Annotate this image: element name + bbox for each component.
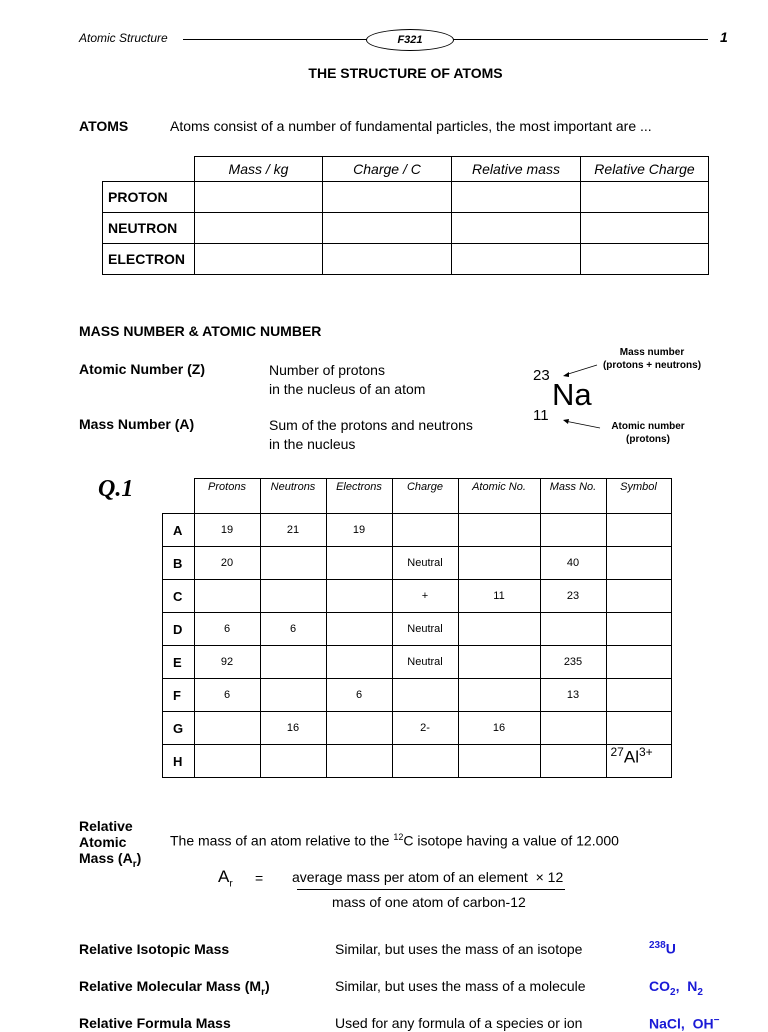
- table-cell[interactable]: [260, 547, 326, 580]
- atomic-number-callout: [600, 420, 696, 446]
- example-subscript: 2: [670, 986, 676, 998]
- numerator-text: average mass per atom of an element: [292, 869, 528, 885]
- table-cell[interactable]: Neutral: [392, 547, 458, 580]
- table-cell[interactable]: [260, 646, 326, 679]
- column-header: Neutrons: [260, 479, 326, 514]
- example-separator: ,: [675, 978, 680, 994]
- definition-line: Sum of the protons and neutrons: [269, 417, 473, 433]
- table-cell[interactable]: 6: [194, 613, 260, 646]
- column-header: Atomic No.: [458, 479, 540, 514]
- answer-cell[interactable]: [323, 244, 452, 275]
- definition-line: in the nucleus of an atom: [269, 381, 426, 397]
- answer-cell[interactable]: [195, 182, 323, 213]
- example-superscript: 238: [649, 940, 666, 951]
- table-cell[interactable]: 19: [194, 514, 260, 547]
- example-text: N: [687, 978, 698, 994]
- table-cell[interactable]: [458, 514, 540, 547]
- table-cell[interactable]: 6: [260, 613, 326, 646]
- mass-arrow-head: [563, 372, 569, 377]
- table-cell[interactable]: 13: [540, 679, 606, 712]
- row-label: F: [163, 679, 195, 712]
- column-header: Charge / C: [323, 157, 452, 182]
- callout-line: Mass number: [619, 347, 685, 358]
- table-cell[interactable]: [606, 514, 671, 547]
- table-cell[interactable]: [392, 514, 458, 547]
- table-cell[interactable]: 23: [540, 580, 606, 613]
- page-number: 1: [720, 29, 728, 45]
- table-cell[interactable]: [458, 679, 540, 712]
- blank-cell: [103, 157, 195, 182]
- answer-cell[interactable]: [581, 213, 709, 244]
- answer-cell[interactable]: [323, 182, 452, 213]
- factor-value: 12: [547, 869, 564, 885]
- answer-cell[interactable]: [581, 182, 709, 213]
- header-topic: Atomic Structure: [79, 31, 168, 45]
- row-label: C: [163, 580, 195, 613]
- relative-formula-mass-label: Relative Formula Mass: [79, 1015, 231, 1031]
- row-label: NEUTRON: [103, 213, 195, 244]
- relative-molecular-mass-text: Similar, but uses the mass of a molecule: [335, 978, 586, 994]
- atomic-number-label: Atomic Number (Z): [79, 361, 205, 377]
- callout-line: (protons + neutrons): [602, 360, 702, 371]
- table-row: [163, 679, 672, 712]
- particle-table-header: [103, 157, 709, 182]
- table-cell[interactable]: [326, 745, 392, 778]
- table-cell[interactable]: [606, 547, 671, 580]
- times-sign: ×: [535, 869, 544, 885]
- ar-symbol: [218, 867, 233, 889]
- table-row: [103, 182, 709, 213]
- fraction-bar: [297, 889, 565, 890]
- atomic-arrow-line: [565, 421, 600, 428]
- table-row: [163, 646, 672, 679]
- page-title: THE STRUCTURE OF ATOMS: [308, 65, 503, 81]
- example-subscript: 2: [697, 986, 703, 998]
- column-header: Mass / kg: [195, 157, 323, 182]
- table-cell[interactable]: 92: [194, 646, 260, 679]
- row-label: H: [163, 745, 195, 778]
- relative-isotopic-mass-text: Similar, but uses the mass of an isotope: [335, 941, 583, 957]
- label-line: [79, 850, 159, 873]
- al-mass-number: 27: [610, 745, 624, 759]
- table-cell[interactable]: [458, 646, 540, 679]
- label-text: Relative Molecular Mass (M: [79, 978, 262, 994]
- callout-line: Atomic number: [611, 421, 685, 432]
- table-cell[interactable]: [194, 745, 260, 778]
- example-superscript: −: [713, 1015, 720, 1026]
- mass-number-callout: [596, 346, 708, 372]
- example-text: CO: [649, 978, 670, 994]
- row-label: D: [163, 613, 195, 646]
- label-text: ): [136, 850, 142, 866]
- answer-cell[interactable]: [195, 244, 323, 275]
- formula-subscript: r: [229, 878, 233, 890]
- table-cell[interactable]: 235: [540, 646, 606, 679]
- example-separator: ,: [680, 1015, 685, 1032]
- relative-formula-mass-text: Used for any formula of a species or ion: [335, 1015, 583, 1031]
- table-cell[interactable]: 6: [194, 679, 260, 712]
- row-label: ELECTRON: [103, 244, 195, 275]
- table-cell[interactable]: 2-: [392, 712, 458, 745]
- table-cell[interactable]: 16: [458, 712, 540, 745]
- callout-line: (protons): [626, 434, 670, 445]
- table-cell[interactable]: 40: [540, 547, 606, 580]
- table-cell[interactable]: [540, 745, 606, 778]
- label-subscript: r: [132, 858, 137, 870]
- column-header: Charge: [392, 479, 458, 514]
- answer-cell[interactable]: [323, 213, 452, 244]
- table-cell[interactable]: Neutral: [392, 613, 458, 646]
- table-cell[interactable]: 21: [260, 514, 326, 547]
- column-header: Protons: [194, 479, 260, 514]
- row-label: PROTON: [103, 182, 195, 213]
- table-cell[interactable]: [606, 679, 671, 712]
- mass-arrow-line: [565, 365, 597, 375]
- row-label: A: [163, 514, 195, 547]
- isotope-superscript: 12: [393, 832, 404, 842]
- answer-cell[interactable]: [452, 244, 581, 275]
- table-cell[interactable]: 20: [194, 547, 260, 580]
- example-text: U: [665, 940, 676, 957]
- callout-arrows: [555, 362, 605, 432]
- formula-symbol: A: [218, 867, 230, 886]
- table-cell[interactable]: [326, 547, 392, 580]
- atomic-number-definition: [269, 361, 489, 399]
- question-table: [162, 478, 672, 778]
- column-header: Relative Charge: [581, 157, 709, 182]
- label-text: ): [264, 978, 270, 994]
- table-cell[interactable]: [540, 712, 606, 745]
- atomic-arrow-head: [563, 419, 569, 424]
- example-text: NaCl: [649, 1015, 681, 1032]
- table-row: [163, 514, 672, 547]
- table-row: [163, 580, 672, 613]
- table-cell[interactable]: [326, 712, 392, 745]
- table-cell[interactable]: [540, 613, 606, 646]
- table-cell[interactable]: [458, 745, 540, 778]
- definition-text: C isotope having a value of 12.000: [403, 832, 619, 849]
- table-cell[interactable]: 19: [326, 514, 392, 547]
- table-cell[interactable]: [260, 679, 326, 712]
- column-header: Electrons: [326, 479, 392, 514]
- answer-cell[interactable]: [581, 244, 709, 275]
- table-row: [163, 745, 672, 778]
- row-label: B: [163, 547, 195, 580]
- equals-sign: =: [255, 870, 264, 886]
- al-element-symbol: Al: [623, 747, 639, 767]
- table-row: [103, 244, 709, 275]
- table-cell[interactable]: [326, 646, 392, 679]
- answer-cell[interactable]: [452, 213, 581, 244]
- na-atomic-number: 11: [533, 407, 549, 424]
- label-line: Atomic: [79, 834, 127, 850]
- table-cell[interactable]: [392, 745, 458, 778]
- formula-denominator: mass of one atom of carbon-12: [332, 894, 526, 910]
- table-cell[interactable]: 6: [326, 679, 392, 712]
- column-header: Mass No.: [540, 479, 606, 514]
- example-text: OH: [692, 1015, 714, 1032]
- label-line: Relative: [79, 818, 133, 834]
- answer-cell[interactable]: [195, 213, 323, 244]
- particle-table: [102, 156, 709, 275]
- relative-isotopic-mass-label: Relative Isotopic Mass: [79, 941, 230, 957]
- question-label: Q.1: [98, 476, 134, 502]
- header-code-badge: F321: [366, 29, 454, 51]
- table-cell[interactable]: 11: [458, 580, 540, 613]
- table-cell[interactable]: [540, 514, 606, 547]
- table-row: [163, 547, 672, 580]
- label-text: Mass (A: [79, 850, 133, 866]
- table-cell[interactable]: [260, 580, 326, 613]
- relative-molecular-mass-label: [79, 978, 270, 998]
- section-heading: MASS NUMBER & ATOMIC NUMBER: [79, 323, 322, 339]
- isotope-example: [649, 940, 676, 957]
- mass-number-definition: [269, 416, 509, 454]
- molecule-examples: [649, 978, 703, 998]
- atoms-label: ATOMS: [79, 118, 129, 134]
- table-cell[interactable]: [606, 613, 671, 646]
- table-cell[interactable]: [392, 679, 458, 712]
- table-cell[interactable]: Neutral: [392, 646, 458, 679]
- table-cell[interactable]: [606, 580, 671, 613]
- table-cell[interactable]: [458, 547, 540, 580]
- table-row: [163, 712, 672, 745]
- table-cell[interactable]: [326, 613, 392, 646]
- table-cell[interactable]: [326, 580, 392, 613]
- relative-atomic-mass-label: [79, 818, 159, 873]
- question-table-header: [163, 479, 672, 514]
- na-element-symbol: Na: [552, 377, 592, 412]
- table-cell[interactable]: 16: [260, 712, 326, 745]
- column-header: Symbol: [606, 479, 671, 514]
- table-cell[interactable]: [606, 646, 671, 679]
- table-cell[interactable]: +: [392, 580, 458, 613]
- mass-number-label: Mass Number (A): [79, 416, 195, 432]
- na-mass-number: 23: [533, 367, 550, 384]
- blank-cell: [163, 479, 195, 514]
- al-charge: 3+: [638, 745, 653, 759]
- table-cell[interactable]: [458, 613, 540, 646]
- table-row: [103, 213, 709, 244]
- table-cell[interactable]: [194, 580, 260, 613]
- table-cell[interactable]: [606, 712, 671, 745]
- table-cell[interactable]: [194, 712, 260, 745]
- table-cell[interactable]: [260, 745, 326, 778]
- definition-line: in the nucleus: [269, 436, 356, 452]
- definition-line: Number of protons: [269, 362, 385, 378]
- label-subscript: r: [261, 986, 265, 998]
- atoms-description: Atoms consist of a number of fundamental particles, the most important are ...: [170, 118, 652, 134]
- row-label: E: [163, 646, 195, 679]
- table-row: [163, 613, 672, 646]
- answer-cell[interactable]: [452, 182, 581, 213]
- column-header: Relative mass: [452, 157, 581, 182]
- row-label: G: [163, 712, 195, 745]
- relative-atomic-mass-definition: [170, 832, 619, 849]
- formula-numerator: [292, 869, 563, 885]
- definition-text: The mass of an atom relative to the: [170, 832, 394, 849]
- symbol-cell: [606, 745, 671, 778]
- formula-examples: [649, 1015, 719, 1032]
